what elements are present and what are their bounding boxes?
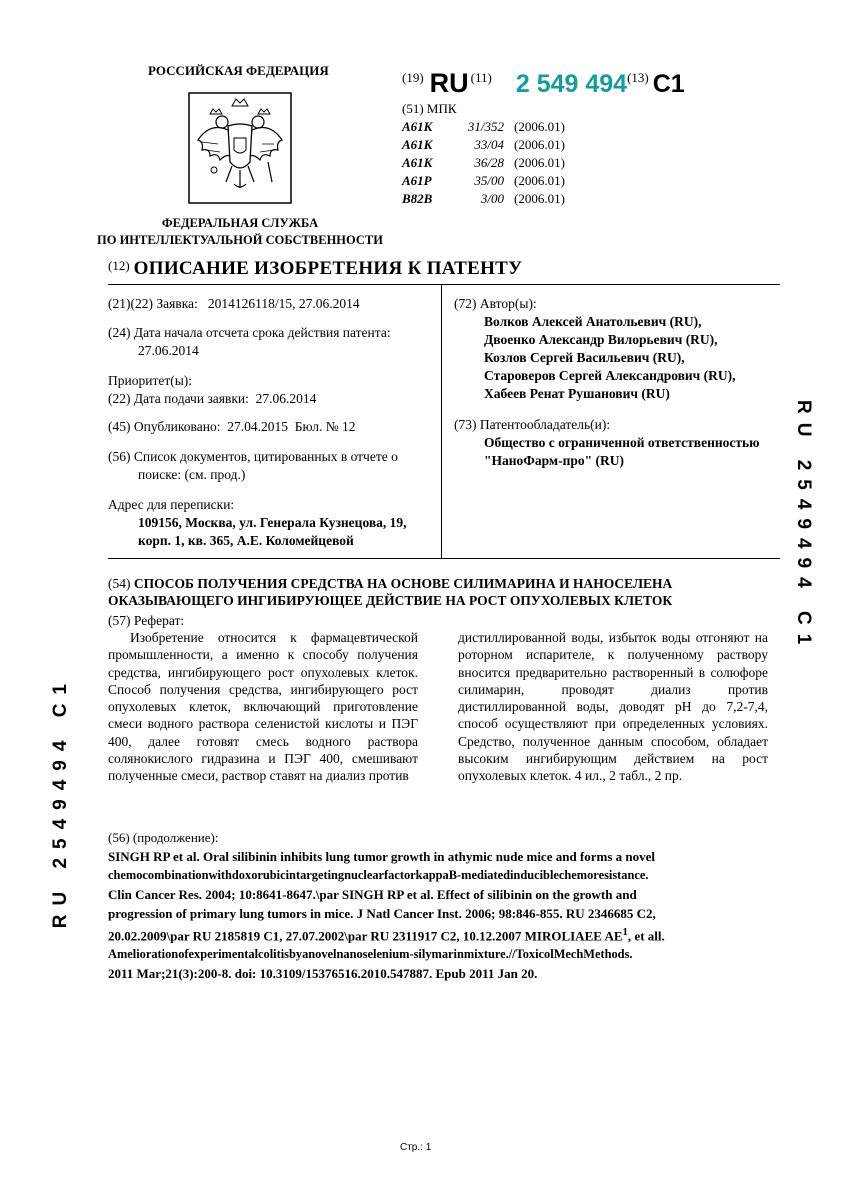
ipc-row <box>402 136 565 154</box>
authors-label: (72) Автор(ы): <box>454 296 537 311</box>
citation-sup: 1 <box>622 926 628 938</box>
ipc-version: (2006.01) <box>514 119 565 134</box>
application-field <box>108 295 360 313</box>
ipc-class: A61K <box>402 137 433 152</box>
author-name: Козлов Сергей Васильевич (RU), <box>484 350 685 365</box>
kind-code: C1 <box>652 70 685 98</box>
ipc-group: 36/28 <box>474 155 504 170</box>
ipc-row <box>402 172 565 190</box>
address-line: 109156, Москва, ул. Генерала Кузнецова, 19, <box>138 515 407 530</box>
citation-line: 2011 Mar;21(3):200-8. doi: 10.3109/15376516.2010.547887. Epub 2011 Jan 20. <box>108 966 538 982</box>
address-line: корп. 1, кв. 365, А.Е. Коломейцевой <box>138 533 354 548</box>
author-name: Волков Алексей Анатольевич (RU), <box>484 314 702 329</box>
owner-field <box>454 416 759 470</box>
ipc-class: A61K <box>402 119 433 134</box>
address-field <box>108 496 407 550</box>
ipc-row <box>402 190 565 208</box>
author-name: Двоенко Александр Вилорьевич (RU), <box>484 332 718 347</box>
citation-line: SINGH RP et al. Oral silibinin inhibits lung tumor growth in athymic nude mice and forms a novel <box>108 849 656 864</box>
citation-text: , et all. <box>627 928 665 944</box>
bulletin-label: Бюл. № <box>294 419 339 434</box>
continuation-label: (56) (продолжение): <box>108 830 219 845</box>
author-name: Староверов Сергей Александрович (RU), <box>484 368 736 383</box>
country-code: RU <box>429 68 469 98</box>
citation-line <box>108 923 768 945</box>
publication-value: 27.04.2015 <box>227 419 288 434</box>
code-13: (13) <box>627 70 649 85</box>
publication-field <box>108 418 355 436</box>
citation-text: 20.02.2009\par RU 2185819 C1, 27.07.2002\par RU 2311917 C2, 10.12.2007 MIROLIAEE AE <box>108 928 623 944</box>
agency-line1: ФЕДЕРАЛЬНАЯ СЛУЖБА <box>161 216 319 230</box>
citations-continuation <box>108 828 768 983</box>
citations-text <box>108 847 768 983</box>
ipc-group: 31/352 <box>467 119 504 134</box>
author-name: Хабеев Ренат Рушанович (RU) <box>484 386 670 401</box>
agency-line2: ПО ИНТЕЛЛЕКТУАЛЬНОЙ СОБСТВЕННОСТИ <box>97 233 383 247</box>
owner-label: (73) Патентообладатель(и): <box>454 417 611 432</box>
ipc-group: 33/04 <box>474 137 504 152</box>
cited-docs-line: (56) Список документов, цитированных в отчете о <box>108 449 398 464</box>
cited-docs-field <box>108 448 398 484</box>
owner-line: Общество с ограниченной ответственностью <box>484 435 760 450</box>
ipc-class: A61K <box>402 155 433 170</box>
citation-line: chemocombinationwithdoxorubicintargetingnuclearfactorkappaB-mediatedinduciblechemoresistance. <box>108 868 649 882</box>
side-patent-number-right: RU 2549494 C1 <box>793 400 814 654</box>
start-date-field <box>108 324 391 360</box>
ipc-row <box>402 118 565 136</box>
invention-title-line: СПОСОБ ПОЛУЧЕНИЯ СРЕДСТВА НА ОСНОВЕ СИЛИМАРИНА И НАНОСЕЛЕНА <box>133 576 673 591</box>
publication-label: (45) Опубликовано: <box>108 419 221 434</box>
priority-field <box>108 372 316 408</box>
start-date-value: 27.06.2014 <box>138 343 199 358</box>
citation-line: progression of primary lung tumors in mice. J Natl Cancer Inst. 2006; 98:846-855. RU 2346685 C2, <box>108 906 656 921</box>
ipc-group: 35/00 <box>474 173 504 188</box>
abstract-label: (57) Реферат: <box>108 613 185 628</box>
bulletin-value: 12 <box>341 419 356 434</box>
ipc-row <box>402 154 565 172</box>
ipc-version: (2006.01) <box>514 155 565 170</box>
divider <box>108 284 780 285</box>
application-value: 2014126118/15, 27.06.2014 <box>207 296 360 311</box>
ipc-class: A61P <box>402 173 432 188</box>
invention-title-line: ОКАЗЫВАЮЩЕГО ИНГИБИРУЮЩЕЕ ДЕЙСТВИЕ НА РОСТ ОПУХОЛЕВЫХ КЛЕТОК <box>108 593 673 608</box>
application-label: (21)(22) Заявка: <box>108 296 198 311</box>
start-date-label: (24) Дата начала отсчета срока действия патента: <box>108 325 391 340</box>
page-number: Стр.: 1 <box>400 1142 432 1153</box>
priority-label: Приоритет(ы): <box>108 373 193 388</box>
citation-line: Clin Cancer Res. 2004; 10:8641-8647.\par SINGH RP et al. Effect of silibinin on the growth and <box>108 887 637 902</box>
address-label: Адрес для переписки: <box>108 497 235 512</box>
title-code: (12) <box>108 258 130 273</box>
invention-title <box>108 575 748 609</box>
ipc-version: (2006.01) <box>514 173 565 188</box>
ipc-classification <box>402 100 565 208</box>
divider <box>108 558 780 559</box>
authors-field <box>454 295 736 403</box>
ipc-class: B82B <box>402 191 433 206</box>
country-name: РОССИЙСКАЯ ФЕДЕРАЦИЯ <box>148 63 329 78</box>
abstract-left-column: Изобретение относится к фармацевтической промышленности, а именно к способу получения средства, ингибирующего рост опухолевых клеток. Способ получения средства, ингибирующего рост опухолевых клеток, включающий приготовление смеси водного раствора селенистой кислоты и ПЭГ 400, далее готовят смесь водного раствора солянокислого гидразина и ПЭГ 400, смешивают полученные смеси, раствор ставят на диализ против <box>108 630 418 784</box>
ipc-version: (2006.01) <box>514 191 565 206</box>
owner-line: "НаноФарм-про" (RU) <box>484 453 625 468</box>
patent-number-line <box>402 68 685 99</box>
ipc-label: (51) МПК <box>402 101 457 116</box>
cited-docs-line: поиске: (см. прод.) <box>138 467 246 482</box>
abstract-right-column: дистиллированной воды, избыток воды отгоняют на роторном испарителе, к полученному раствору вносится предварительно растворенный в солюфоре силимарин, проводят диализ против дистиллированной воды, доводят pH до 7,2-7,4, способ осуществляют при определенных условиях. Средство, полученное данным способом, обладает высоким ингибирующим действием на рост опухолевых клеток. 4 ил., 2 табл., 2 пр. <box>458 630 768 784</box>
code-19: (19) <box>402 70 424 85</box>
filing-value: 27.06.2014 <box>255 391 317 406</box>
coat-of-arms-icon <box>188 92 292 204</box>
title-code: (54) <box>108 576 131 591</box>
agency-name <box>92 215 388 249</box>
code-11: (11) <box>470 70 492 85</box>
document-title <box>108 258 522 280</box>
side-patent-number-left: RU 2549494 C1 <box>50 675 71 929</box>
filing-label: (22) Дата подачи заявки: <box>108 391 249 406</box>
ipc-group: 3/00 <box>480 191 504 206</box>
title-text: ОПИСАНИЕ ИЗОБРЕТЕНИЯ К ПАТЕНТУ <box>133 258 523 279</box>
patent-number: 2 549 494 <box>515 70 628 98</box>
column-divider <box>441 284 442 558</box>
ipc-version: (2006.01) <box>514 137 565 152</box>
citation-line: Ameliorationofexperimentalcolitisbyanovelnanoselenium-silymarinmixture.//ToxicolMechMethods. <box>108 947 633 962</box>
